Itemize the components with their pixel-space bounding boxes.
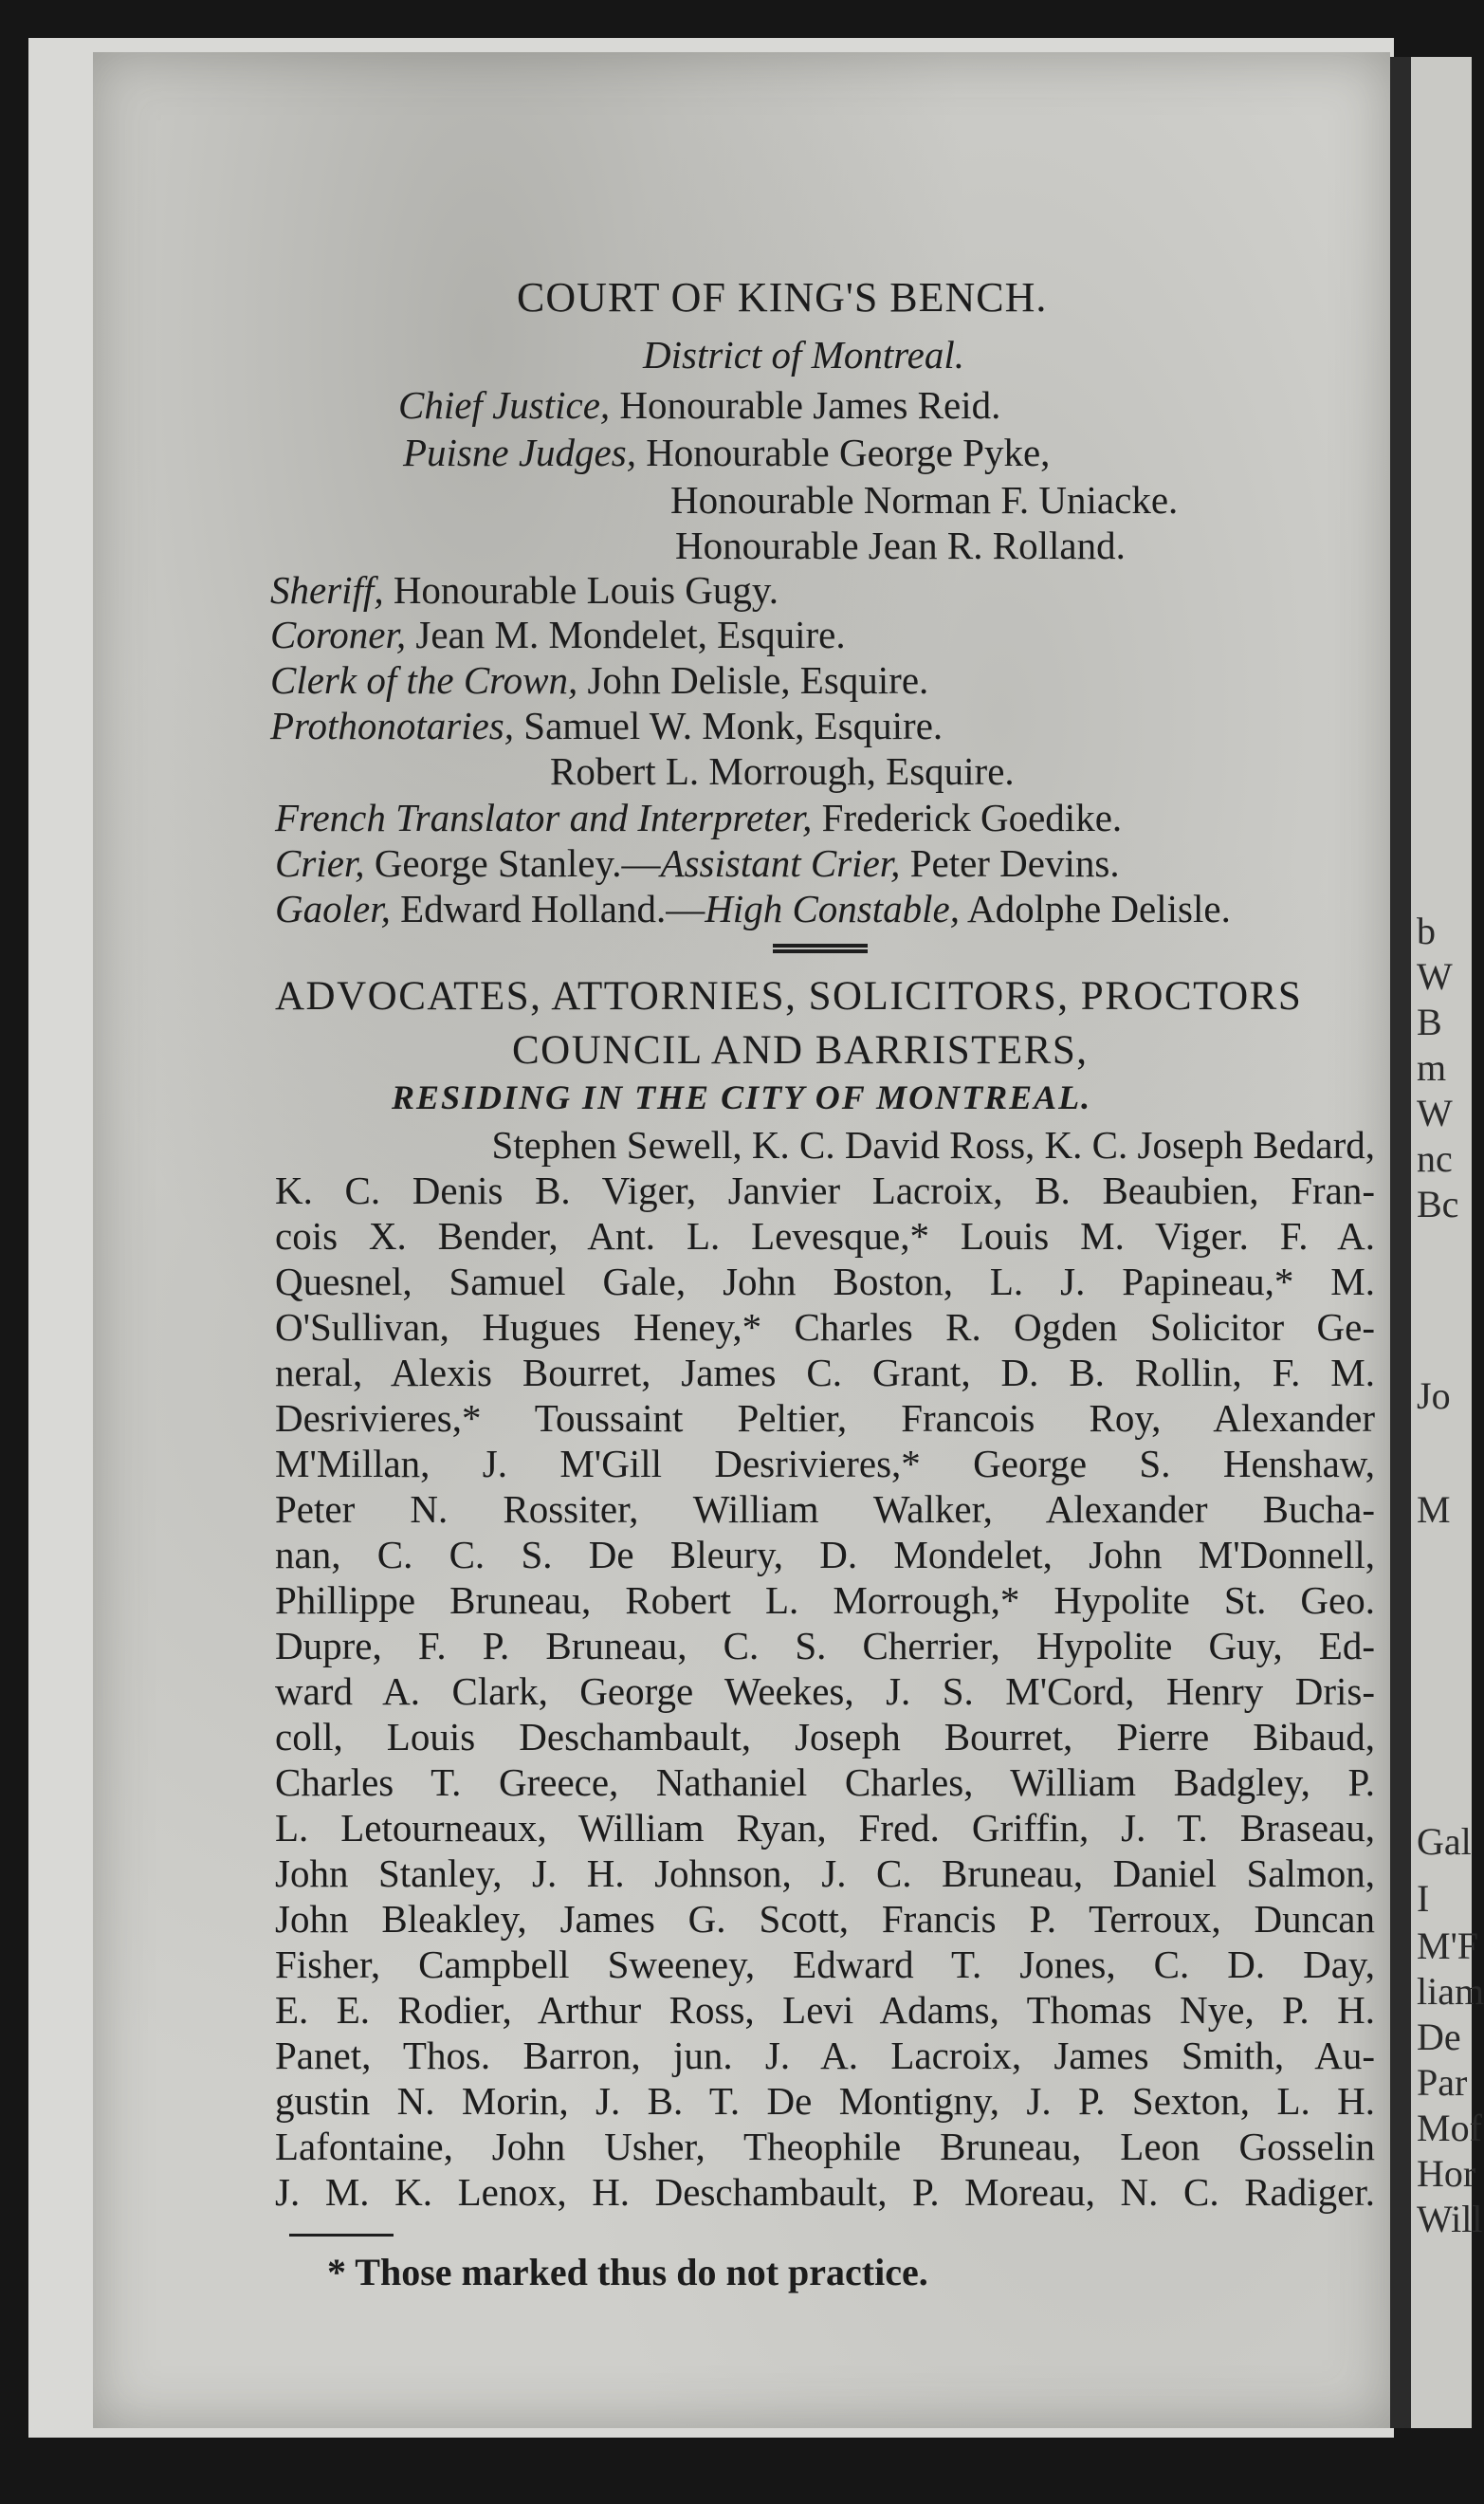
section-divider (773, 944, 868, 953)
adjacent-fragment: liam (1417, 1970, 1484, 2013)
advocates-line: M'Millan, J. M'Gill Desrivieres,* George S. Henshaw, (275, 1442, 1375, 1485)
adjacent-fragment: Hor (1417, 2152, 1476, 2195)
advocates-line: Stephen Sewell, K. C. David Ross, K. C. Joseph Bedard, (491, 1123, 1375, 1167)
adjacent-fragment: Mof (1417, 2107, 1482, 2149)
gaoler-name: Edward Holland.— (400, 887, 705, 930)
puisne-judges-entry (403, 430, 1050, 475)
advocates-line: Fisher, Campbell Sweeney, Edward T. Jones, C. D. Day, (275, 1942, 1375, 1986)
advocates-heading: ADVOCATES, ATTORNIES, SOLICITORS, PROCTORS (275, 974, 1303, 1019)
advocates-line: ward A. Clark, George Weekes, J. S. M'Cord, Henry Dris- (275, 1669, 1375, 1713)
advocates-line: John Bleakley, James G. Scott, Francis P. Terroux, Duncan (275, 1897, 1375, 1941)
assistant-crier-label: Assistant Crier, (660, 841, 901, 885)
advocates-line: Quesnel, Samuel Gale, John Boston, L. J. Papineau,* M. (275, 1260, 1375, 1303)
advocates-line: E. E. Rodier, Arthur Ross, Levi Adams, Thomas Nye, P. H. (275, 1988, 1375, 2032)
advocates-line: Panet, Thos. Barron, jun. J. A. Lacroix, James Smith, Au- (275, 2034, 1375, 2077)
advocates-line: cois X. Bender, Ant. L. Levesque,* Louis M. Viger. F. A. (275, 1214, 1375, 1258)
translator-label: French Translator and Interpreter, (275, 796, 813, 839)
adjacent-fragment: b (1417, 910, 1436, 952)
adjacent-fragment: M'F (1417, 1924, 1479, 1967)
adjacent-fragment: Bc (1417, 1183, 1459, 1225)
adjacent-fragment: B (1417, 1001, 1442, 1043)
advocates-line: Lafontaine, John Usher, Theophile Bruneau, Leon Gosselin (275, 2125, 1375, 2168)
coroner-entry (270, 612, 846, 657)
assistant-crier-name: Peter Devins. (909, 841, 1120, 885)
crier-name: George Stanley.— (374, 841, 661, 885)
advocates-line: Peter N. Rossiter, William Walker, Alexander Bucha- (275, 1487, 1375, 1531)
advocates-line: K. C. Denis B. Viger, Janvier Lacroix, B. Beaubien, Fran- (275, 1169, 1375, 1212)
gaoler-entry (275, 886, 1231, 931)
district-subtitle: District of Montreal. (643, 333, 964, 377)
advocates-line: Phillippe Bruneau, Robert L. Morrough,* Hypolite St. Geo. (275, 1578, 1375, 1622)
adjacent-fragment: M (1417, 1488, 1451, 1531)
adjacent-fragment: m (1417, 1046, 1447, 1089)
clerk-entry (270, 657, 928, 703)
adjacent-fragment: De (1417, 2016, 1461, 2058)
coroner-label: Coroner, (270, 613, 407, 656)
prothonotaries-entry (270, 703, 943, 748)
advocates-heading-continued: COUNCIL AND BARRISTERS, (512, 1028, 1089, 1073)
translator-name: Frederick Goedike. (821, 796, 1123, 839)
translator-entry (275, 795, 1122, 840)
adjacent-fragment: Gal (1417, 1820, 1472, 1863)
chief-justice-label: Chief Justice, (398, 383, 611, 427)
advocates-subheading: RESIDING IN THE CITY OF MONTREAL. (392, 1078, 1092, 1116)
advocates-line: L. Letourneaux, William Ryan, Fred. Griffin, J. T. Braseau, (275, 1806, 1375, 1850)
chief-justice-name: Honourable James Reid. (619, 383, 1001, 427)
adjacent-fragment: Jo (1417, 1374, 1451, 1417)
adjacent-fragment: Par (1417, 2061, 1468, 2104)
crier-label: Crier, (275, 841, 365, 885)
prothonotary-name: Robert L. Morrough, Esquire. (550, 749, 1015, 793)
adjacent-fragment: Will (1417, 2198, 1483, 2240)
puisne-judges-label: Puisne Judges, (403, 431, 636, 474)
footnote-rule (289, 2234, 394, 2237)
gaoler-label: Gaoler, (275, 887, 391, 930)
puisne-judge-name: Honourable Jean R. Rolland. (675, 524, 1126, 567)
advocates-line: Dupre, F. P. Bruneau, C. S. Cherrier, Hypolite Guy, Ed- (275, 1624, 1375, 1667)
advocates-line: Desrivieres,* Toussaint Peltier, Francois Roy, Alexander (275, 1396, 1375, 1440)
advocates-line: J. M. K. Lenox, H. Deschambault, P. Moreau, N. C. Radiger. (275, 2170, 1375, 2214)
prothonotaries-label: Prothonotaries, (270, 704, 515, 747)
advocates-line: Charles T. Greece, Nathaniel Charles, William Badgley, P. (275, 1760, 1375, 1804)
adjacent-fragment: nc (1417, 1137, 1453, 1180)
footnote: * Those marked thus do not practice. (327, 2251, 928, 2293)
clerk-label: Clerk of the Crown, (270, 658, 578, 702)
advocates-line: coll, Louis Deschambault, Joseph Bourret, Pierre Bibaud, (275, 1715, 1375, 1758)
constable-label: High Constable, (705, 887, 960, 930)
sheriff-name: Honourable Louis Gugy. (393, 568, 779, 612)
constable-name: Adolphe Delisle. (967, 887, 1231, 930)
advocates-line: O'Sullivan, Hugues Heney,* Charles R. Ogden Solicitor Ge- (275, 1305, 1375, 1349)
adjacent-fragment: W (1417, 955, 1453, 998)
puisne-judge-name: Honourable George Pyke, (646, 431, 1051, 474)
advocates-line: nan, C. C. S. De Bleury, D. Mondelet, John M'Donnell, (275, 1533, 1375, 1576)
advocates-line: John Stanley, J. H. Johnson, J. C. Bruneau, Daniel Salmon, (275, 1851, 1375, 1895)
sheriff-entry (270, 567, 779, 613)
puisne-judge-name: Honourable Norman F. Uniacke. (670, 478, 1179, 522)
adjacent-fragment: I (1417, 1877, 1430, 1920)
chief-justice-entry (398, 382, 1000, 428)
crier-entry (275, 840, 1120, 886)
advocates-line: gustin N. Morin, J. B. T. De Montigny, J. P. Sexton, L. H. (275, 2079, 1375, 2123)
prothonotary-name: Samuel W. Monk, Esquire. (523, 704, 944, 747)
clerk-name: John Delisle, Esquire. (587, 658, 929, 702)
sheriff-label: Sheriff, (270, 568, 384, 612)
adjacent-fragment: W (1417, 1092, 1453, 1134)
coroner-name: Jean M. Mondelet, Esquire. (415, 613, 846, 656)
page-title: COURT OF KING'S BENCH. (517, 274, 1048, 321)
advocates-line: neral, Alexis Bourret, James C. Grant, D. B. Rollin, F. M. (275, 1351, 1375, 1394)
